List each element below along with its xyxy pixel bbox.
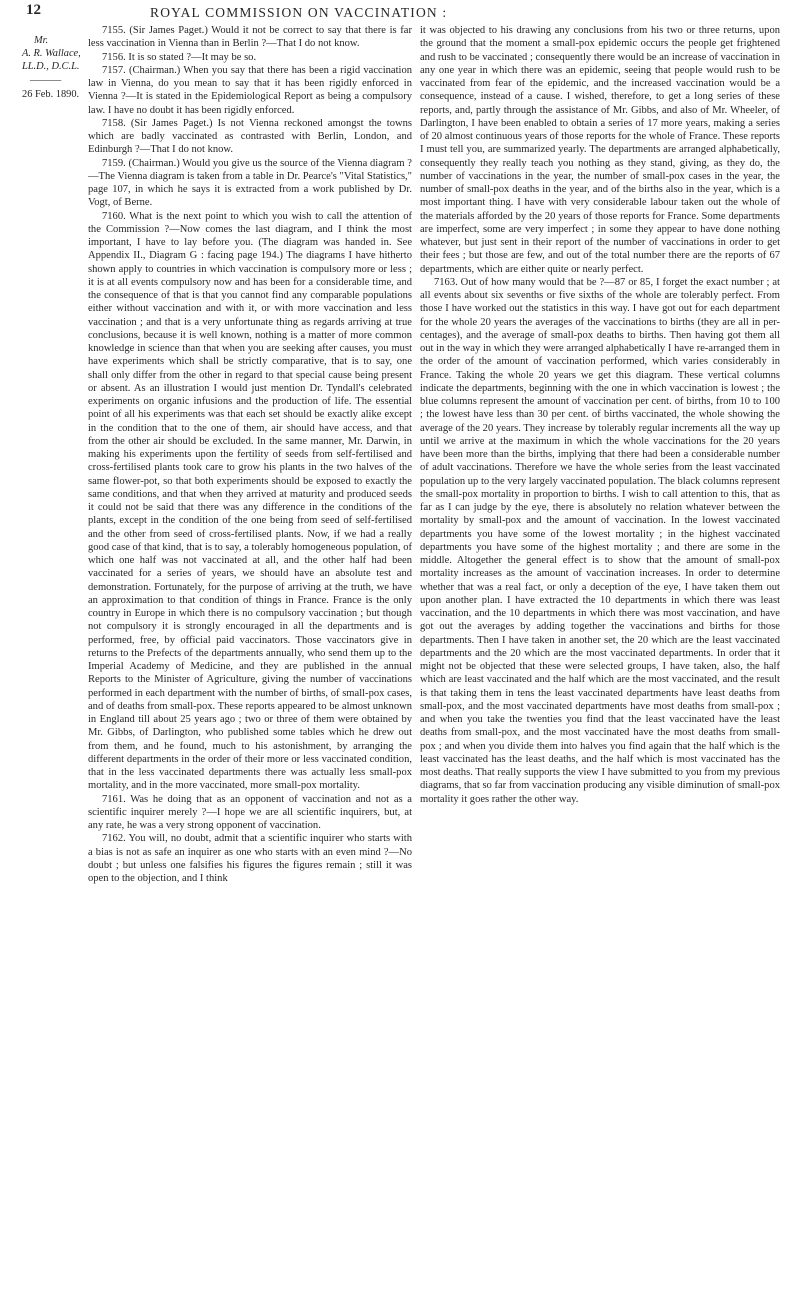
question-7155: 7155. (Sir James Paget.) Would it not be correct to say that there is far less vaccination in Vienna than in Berlin ?—That I do not know. xyxy=(88,25,412,50)
witness-margin-note xyxy=(22,34,80,81)
right-column xyxy=(420,24,780,806)
margin-rule: ______ xyxy=(30,71,62,82)
page-header xyxy=(0,2,800,24)
question-7162: 7162. You will, no doubt, admit that a scientific inquirer who starts with a bias is not as safe an inquirer as one who starts with an even mind ?—No doubt ; but unless one falsifies his figures the figures remain ; still it was open to the objection, and I think xyxy=(88,833,412,884)
answer-7162-continued: it was objected to his drawing any conclusions from his two or three returns, upon the ground that the moment a small-pox epidemic occurs the people get frightened and rush to be vaccinated ; consequently there would be an increase of vaccination in any one year in which there was an epidemic, seeing that people would rush to be vaccinated from fear of the epidemic, and the increased vaccination would be a consequence, instead of a cause. I wished, therefore, to get a long series of these reports, and, partly through the assistance of Mr. Gibbs, and also of Mr. Wheeler, of Darlington, I have been enabled to obtain a series of 17 more years, making a series of 20 almost continuous years of those reports for the whole of France. These reports I must tell you, are summarized yearly. The departments are arranged alphabetically, consequently they really teach you nothing as they stand, giving, as they do, the number of vaccinations in the year, the number of small-pox cases in the year, the number of small-pox deaths in the year, and of the births also in the year, which is a most important thing. I have with very considerable labour taken out the whole of the materials afforded by the 20 years of those reports for France. Some departments are imperfect, some are very imperfect ; in some they appear to have done nothing whatever, but just sent in their report of the number of vaccinations in order to get their fees ; but those are few, and out of the total number there are the reports of 67 departments, which are either quite or nearly perfect. xyxy=(420,25,780,275)
left-column xyxy=(88,24,412,885)
question-7157: 7157. (Chairman.) When you say that there has been a rigid vaccination law in Vienna, do you mean to say that it has been rigidly enforced in Vienna ?—It is stated in the Epidemiological Report as being a compulsory law. I have no doubt it has been rigidly enforced. xyxy=(88,64,412,116)
evidence-date: 26 Feb. 1890. xyxy=(22,89,80,100)
witness-degrees: LL.D., D.C.L. xyxy=(22,61,80,72)
question-7160: 7160. What is the next point to which you wish to call the attention of the Commission ?—Now comes the last diagram, and I think the most important, I have to lay before you. (The diagram was handed in. See Appendix II., Diagram G : facing page 194.) The diagrams I have hitherto shown apply to countries in which vaccination is compulsory more or less ; it is at all events compulsory now and has been for a considerable time, and the consequence of that is that you cannot find any comparable populations either without vaccination and with it, or with more vaccination and less vaccination ; and that is a very unfortunate thing as regards arriving at true conclusions, because it is well known, nothing is a matter of more common knowledge in science than that when you are seeking after causes, you must have experiments which shall be strictly comparative, that is to say, one shall only differ from the other in regard to that special cause being present or absent. As an illustration I would just mention Dr. Tyndall's celebrated experiments on organic infusions and the production of life. The essential point of all his experiments was that each set should be exactly alike except in the condition that to the one of them, air should have access, and that from the other air should be excluded. In the same manner, Mr. Darwin, in making his experiments upon the fertility of seeds from self-fertilised and cross-fertilised plants took care to grow his plants in the two halves of the same flower-pot, so that both experiments should be exposed to exactly the same conditions, and that when they arrived at maturity and produced seeds it could not be said that there was any difference in the conditions of the plants, except in the condition of the one being from seed of self-fertilised and the other from seed of cross-fertilised plants. Now, if we had a really good case of that kind, that is to say, a tolerably homogeneous population, of which one half was not vaccinated at all, and the other half had been vaccinated for a series of years, we should have an absolute test and demonstration. Fortunately, for the purpose of arriving at the truth, we have an approximation to that condition of things in France. France is the only country in Europe in which there is no compulsory vaccination ; but though not compulsory it is strongly encouraged in all the departments and is performed, free, by official paid vaccinators. Those vaccinators give in returns to the Prefects of the departments annually, who send them up to the Imperial Academy of Medicine, and they are published in the annual Reports to the Minister of Agriculture, giving the number of vaccinations performed in each department with the number of births, of small-pox cases, and of deaths from small-pox. These reports appeared to be almost unknown in England till about 25 years ago ; two or three of them were obtained by Mr. Gibbs, of Darlington, who published some tables which he drew out from them, and he found, much to his astonishment, by arranging the different departments in the order of their more or less vaccinated condition, that in the less vaccinated departments there was actually less small-pox mortality, and in the more vaccinated, more small-pox mortality. xyxy=(88,210,412,792)
witness-name: A. R. Wallace, xyxy=(22,48,81,59)
running-title: ROYAL COMMISSION ON VACCINATION : xyxy=(150,5,448,20)
question-7158: 7158. (Sir James Paget.) Is not Vienna reckoned amongst the towns which are badly vaccinated as contrasted with Berlin, London, and Edinburgh ?—That I do not know. xyxy=(88,117,412,156)
question-7161: 7161. Was he doing that as an opponent of vaccination and not as a scientific inquirer merely ?—I hope we are all scientific inquirers, but, at any rate, he was a very strong opponent of vaccination. xyxy=(88,793,412,831)
page-number: 12 xyxy=(26,2,41,18)
question-7156: 7156. It is so stated ?—It may be so. xyxy=(102,51,257,63)
question-7163: 7163. Out of how many would that be ?—87 or 85, I forget the exact number ; at all events about six sevenths or five sixths of the whole are tolerably perfect. From those I have worked out the statistics in this way. I have got out for each department for the whole 20 years the averages of the vaccinations to births (they are all in per-centages), and the average of small-pox deaths to births. Then having got them all out in the way in which they were arranged alphabetically I have re-arranged them in the order of the amount of vaccination performed, which varies considerably in France. Taking the whole 20 years we get this diagram. These vertical columns indicate the departments, beginning with the one in which vaccination is lowest ; the blue columns represent the amount of vaccination per cent. of births, from 10 to 100 ; the lowest have less than 30 per cent. of births vaccinated, the whole showing the average of the 20 years. They increase by tolerably regular increments all the way up until we arrive at the maximum in which the whole vaccinations for the 20 years have been more than the births, implying that there had been a considerable number of adult vaccinations. Therefore we have the whole series from the least vaccinated population up to the very largely vaccinated population. The black columns represent the small-pox mortality in proportion to births. I wish to call attention to this, that as far as I can judge by the eye, there is absolutely no relation whatever between the mortality by small-pox and the amount of vaccination. In the lowest vaccinated departments you have some of the lowest mortality ; in the highest vaccinated departments you have some of the highest mortality ; and there are some in the middle. Altogether the general effect is to show that the amount of small-pox mortality increases as the amount of vaccination increases. In order to determine whether that was a real fact, or only a deception of the eye, I have taken them out upon another plan. I have extracted the 10 departments in which there was least vaccination, and the 10 departments in which there was most vaccination, and have got out the averages by adding together the vaccinations and births for those departments. Then I have taken in another set, the 20 which are the least vaccinated departments and the 20 which are the most vaccinated departments. In order that it might not be objected that these were selected groups, I have taken, also, the half which are least vaccinated and the half which are the most vaccinated, and the result is that taking them in tens the least vaccinated departments have least deaths from small-pox, and the most vaccinated departments have most deaths from small-pox ; and when you take the twenties you find that the least vaccinated have the least deaths from small-pox, and the most vaccinated have the most deaths from small-pox ; and when you divide them into halves you find again that the half which is the least vaccinated has the least deaths, and the half which is most vaccinated has the most deaths. That really supports the view I have submitted to you from my previous diagrams, that so far from vaccination producing any visible diminution of small-pox mortality it goes rather the other way. xyxy=(420,276,780,805)
witness-title: Mr. xyxy=(34,35,49,46)
question-7159: 7159. (Chairman.) Would you give us the source of the Vienna diagram ?—The Vienna diagram is taken from a table in Dr. Pearce's "Vital Statistics," page 107, in which he says it is extracted from a work published by Dr. Vogt, of Berne. xyxy=(88,157,412,209)
